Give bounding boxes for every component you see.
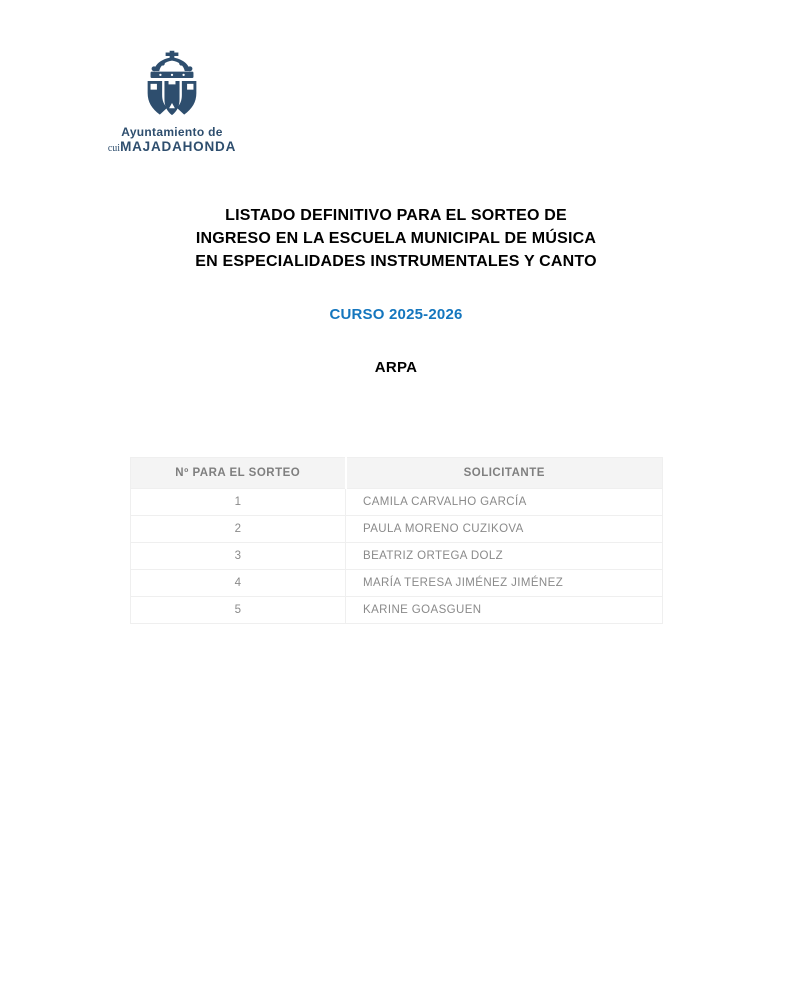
solicitante-name-cell: KARINE GOASGUEN <box>346 597 663 624</box>
solicitante-name-cell: MARÍA TERESA JIMÉNEZ JIMÉNEZ <box>346 570 663 597</box>
logo-city-line <box>105 139 239 156</box>
logo-org-line: Ayuntamiento de <box>121 125 223 139</box>
logo-city-name: MAJADAHONDA <box>120 139 237 154</box>
table-row <box>131 516 663 543</box>
table-row <box>131 570 663 597</box>
table-header-row <box>131 458 663 489</box>
sorteo-table <box>130 457 663 624</box>
title-line-1: LISTADO DEFINITIVO PARA EL SORTEO DE <box>225 207 567 224</box>
sorteo-table-body <box>131 489 663 624</box>
solicitante-name-cell: BEATRIZ ORTEGA DOLZ <box>346 543 663 570</box>
logo-city-prefix: cui <box>107 143 121 154</box>
solicitante-name-cell: CAMILA CARVALHO GARCÍA <box>346 489 663 516</box>
title-line-2: INGRESO EN LA ESCUELA MUNICIPAL DE MÚSICA <box>195 230 597 247</box>
title-line-3: EN ESPECIALIDADES INSTRUMENTALES Y CANTO <box>195 253 597 270</box>
document-title <box>0 204 792 273</box>
header-solicitante: SOLICITANTE <box>346 458 663 489</box>
sorteo-number-cell: 5 <box>131 597 346 624</box>
course-heading: CURSO 2025-2026 <box>329 306 463 323</box>
majadahonda-logo <box>105 50 239 156</box>
sorteo-number-cell: 1 <box>131 489 346 516</box>
majadahonda-crest-icon <box>143 50 201 120</box>
solicitante-name-cell: PAULA MORENO CUZIKOVA <box>346 516 663 543</box>
sorteo-number-cell: 2 <box>131 516 346 543</box>
table-row <box>131 489 663 516</box>
table-row <box>131 543 663 570</box>
table-row <box>131 597 663 624</box>
sorteo-number-cell: 3 <box>131 543 346 570</box>
header-numero-sorteo: Nº PARA EL SORTEO <box>131 458 346 489</box>
sorteo-number-cell: 4 <box>131 570 346 597</box>
specialty-heading: ARPA <box>374 359 418 376</box>
